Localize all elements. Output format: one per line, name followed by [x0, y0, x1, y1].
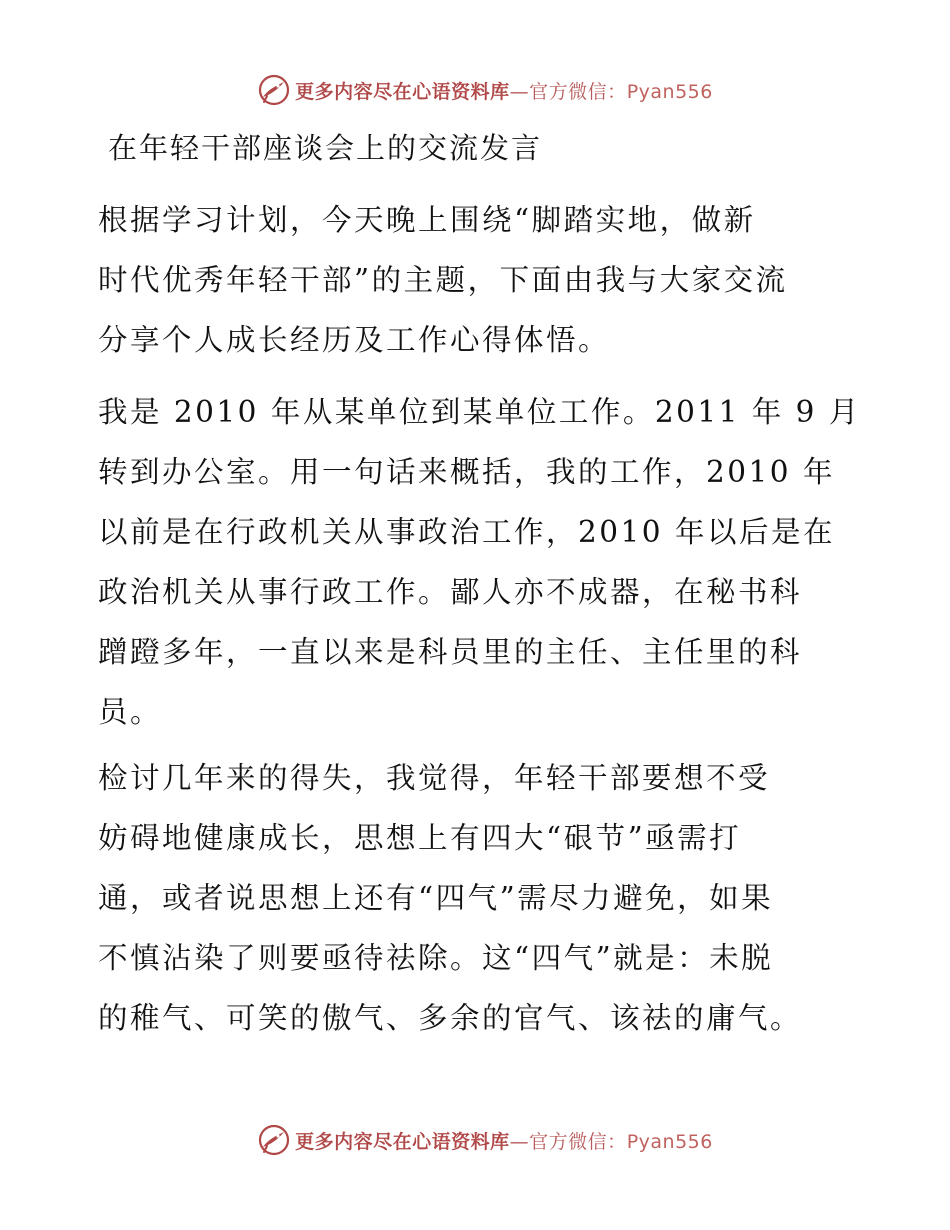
- paragraph-line: 转到办公室。用一句话来概括，我的工作，2010 年: [98, 455, 835, 489]
- banner-official-text: 官方微信：: [529, 1130, 627, 1153]
- paragraph-line: 检讨几年来的得失，我觉得，年轻干部要想不受: [98, 761, 771, 795]
- paragraph-line: 政治机关从事行政工作。鄙人亦不成器，在秘书科: [98, 575, 803, 609]
- paragraph-line: 根据学习计划，今天晚上围绕“脚踏实地，做新: [98, 203, 756, 237]
- paragraph-1: [98, 190, 858, 370]
- banner-site-text: 更多内容尽在心语资料库: [295, 1130, 510, 1153]
- quill-pen-logo-icon: [257, 73, 291, 107]
- paragraph-line: 的稚气、可笑的傲气、多余的官气、该祛的庸气。: [98, 1001, 803, 1035]
- footer-banner: [0, 1123, 950, 1157]
- banner-content: [257, 73, 713, 107]
- quill-pen-logo-icon: [257, 1123, 291, 1157]
- paragraph-line: 我是 2010 年从某单位到某单位工作。2011 年 9 月: [98, 395, 861, 429]
- banner-official-text: 官方微信：: [529, 80, 627, 103]
- paragraph-line: 以前是在行政机关从事政治工作，2010 年以后是在: [98, 515, 835, 549]
- banner-separator: —: [509, 1130, 530, 1153]
- paragraph-2: [98, 382, 861, 742]
- paragraph-line: 妨碍地健康成长，思想上有四大“硍节”亟需打: [98, 821, 742, 855]
- banner-account: Pyan556: [626, 1130, 713, 1153]
- banner-content: [257, 1123, 713, 1157]
- banner-account: Pyan556: [626, 80, 713, 103]
- banner-separator: —: [509, 80, 530, 103]
- paragraph-line: 通，或者说思想上还有“四气”需尽力避免，如果: [98, 881, 774, 915]
- paragraph-line: 蹭蹬多年，一直以来是科员里的主任、主任里的科: [98, 635, 803, 669]
- banner-text: [295, 77, 713, 104]
- banner-text: [295, 1127, 713, 1154]
- paragraph-3: [98, 748, 858, 1048]
- paragraph-line: 员。: [98, 695, 163, 729]
- document-title: 在年轻干部座谈会上的交流发言: [108, 131, 543, 165]
- paragraph-line: 分享个人成长经历及工作心得体悟。: [98, 323, 611, 357]
- paragraph-line: 不慎沾染了则要亟待祛除。这“四气”就是：未脱: [98, 941, 774, 975]
- paragraph-line: 时代优秀年轻干部”的主题，下面由我与大家交流: [98, 263, 788, 297]
- header-banner: [0, 73, 950, 107]
- banner-site-text: 更多内容尽在心语资料库: [295, 80, 510, 103]
